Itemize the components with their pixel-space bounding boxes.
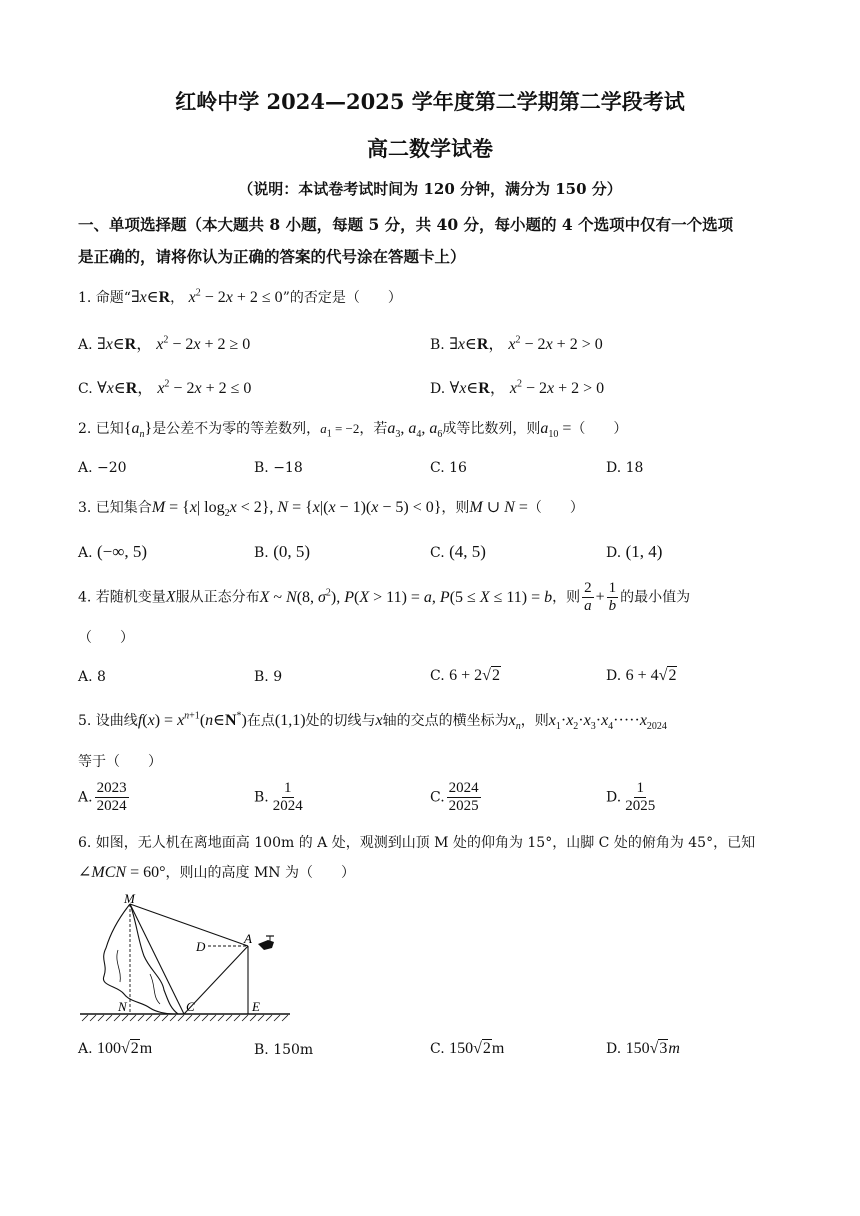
exam-note: （说明：本试卷考试时间为 120 分钟，满分为 150 分） xyxy=(238,180,622,198)
q1-option-d[interactable]: D. ∀x∈R， $x^2 - 2x + 2 > 0$ xyxy=(430,378,605,397)
question-2-stem: 2. 已知$\{a_n\}$是公差不为零的等差数列，$a_1 = -2$，若$a_3$, $a_4$, $a_6$成等比数列，则$a_{10}$ =（ ） xyxy=(78,420,628,441)
q4-option-b[interactable]: B. 9 xyxy=(254,669,283,685)
question-5-stem-line2: 等于（ ） xyxy=(78,754,162,770)
q5-option-a[interactable]: A. $\frac{2023}{2024}$ xyxy=(78,780,127,814)
q2-option-a[interactable]: A. −20 xyxy=(78,460,127,476)
exam-title: 红岭中学 2024—2025 学年度第二学期第二学段考试 xyxy=(175,89,685,114)
q2-option-b[interactable]: B. −18 xyxy=(254,460,303,476)
question-4-stem-line2: （ ） xyxy=(78,630,134,646)
label-c: C xyxy=(186,999,195,1014)
q3-option-a[interactable]: A. (−∞, 5) xyxy=(78,542,148,561)
question-6-stem-line1: 6. 如图，无人机在离地面高 100m 的 A 处，观测到山顶 M 处的仰角为 15°，山脚 C 处的俯角为 45°，已知 xyxy=(78,835,756,851)
q1-option-c[interactable]: C. ∀x∈R， $x^2 - 2x + 2 \le 0$ xyxy=(78,378,252,397)
q5-option-d[interactable]: D. $\frac{1}{2025}$ xyxy=(606,780,656,814)
question-6-stem-line2: ∠MCN = 60°，则山的高度 MN 为（ ） xyxy=(78,864,355,881)
q6-option-a[interactable]: A. 100√2m xyxy=(78,1040,153,1057)
section-heading-line2: 是正确的，请将你认为正确的答案的代号涂在答题卡上） xyxy=(78,247,466,266)
q4-option-d[interactable]: D. 6 + 4√2 xyxy=(606,667,677,684)
label-e: E xyxy=(252,999,260,1014)
exam-subtitle: 高二数学试卷 xyxy=(367,136,493,161)
label-a: A xyxy=(244,931,252,946)
section-heading-line1: 一、单项选择题（本大题共 8 小题，每题 5 分，共 40 分，每小题的 4 个选项中仅有一个选项 xyxy=(78,215,734,234)
question-4-stem: 4. 若随机变量X服从正态分布X ~ N(8, $\sigma^2$), P(X > 11) = a, P(5 ≤ X ≤ 11) = b，则 $\frac{2}{a}$ + $\frac{1}{b}$ 的最小值为 xyxy=(78,580,691,614)
q5-option-b[interactable]: B. $\frac{1}{2024}$ xyxy=(254,780,303,814)
q3-option-d[interactable]: D. (1, 4) xyxy=(606,542,663,561)
q1-stem-post: ”的否定是（ ） xyxy=(282,290,402,306)
q1-stem-mid: ， xyxy=(170,290,185,306)
q4-option-a[interactable]: A. 8 xyxy=(78,669,106,685)
q1-stem-pre: 1. 命题“ xyxy=(78,290,131,306)
question-1-stem: 1. 命题“∃x∈R， $x^2 - 2x + 2 \le 0$”的否定是（ ） xyxy=(78,287,402,306)
question-5-stem: 5. 设曲线$f(x) = x^{n+1}(n\in N^*)$在点(1,1)处的切线与x轴的交点的横坐标为$x_n$，则$x_1\cdot x_2\cdot x_3\cdot x_4\cdot\cdot\cdot\cdot\cdot x_{2024}$ xyxy=(78,710,667,733)
q3-option-b[interactable]: B. (0, 5) xyxy=(254,542,311,561)
q3-option-c[interactable]: C. (4, 5) xyxy=(430,542,486,561)
q6-option-d[interactable]: D. 150√3m xyxy=(606,1040,680,1057)
q2-option-c[interactable]: C. 16 xyxy=(430,460,467,476)
label-d: D xyxy=(196,939,206,954)
q1-option-a[interactable]: A. ∃x∈R， $x^2 - 2x + 2 \ge 0$ xyxy=(78,334,251,353)
q1-option-b[interactable]: B. ∃x∈R， $x^2 - 2x + 2 > 0$ xyxy=(430,334,603,353)
label-m: M xyxy=(124,891,135,906)
q6-option-b[interactable]: B. 150m xyxy=(254,1042,314,1058)
drone-icon xyxy=(258,936,274,950)
q6-option-c[interactable]: C. 150√2m xyxy=(430,1040,505,1057)
q5-option-c[interactable]: C. $\frac{2024}{2025}$ xyxy=(430,780,479,814)
label-n: N xyxy=(118,999,127,1014)
question-3-stem: 3. 已知集合M = {x| $\log_2x < 2$}, N = {x|(x − 1)(x − 5) < 0}，则M ∪ N =（ ） xyxy=(78,499,584,520)
mountain-drone-figure xyxy=(78,890,298,1025)
q4-option-c[interactable]: C. 6 + 2√2 xyxy=(430,667,500,684)
q2-option-d[interactable]: D. 18 xyxy=(606,460,644,476)
